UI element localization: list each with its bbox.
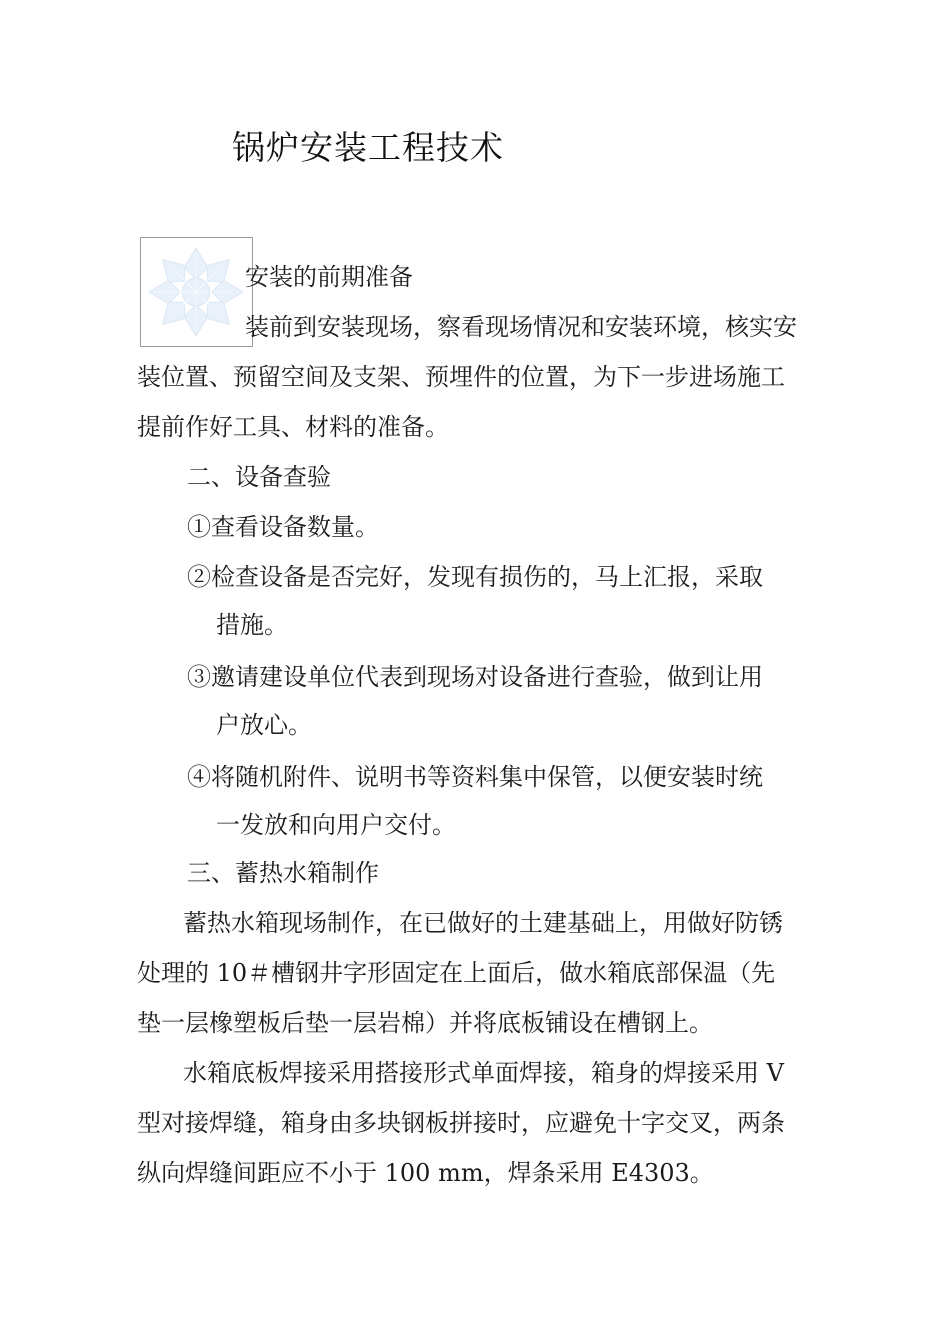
- list-item: ④将随机附件、说明书等资料集中保管，以便安装时统: [187, 763, 763, 791]
- list-item: ②检查设备是否完好，发现有损伤的，马上汇报，采取: [187, 563, 763, 591]
- paragraph-line: 装前到安装现场，察看现场情况和安装环境，核实安: [245, 313, 797, 341]
- list-item-continuation: 一发放和向用户交付。: [216, 811, 456, 839]
- paragraph-line: 型对接焊缝，箱身由多块钢板拼接时，应避免十字交叉，两条: [137, 1109, 785, 1137]
- paragraph-line: 提前作好工具、材料的准备。: [137, 413, 449, 441]
- section-heading-preparation: 安装的前期准备: [245, 263, 413, 291]
- section-heading-inspection: 二、设备查验: [187, 463, 331, 491]
- paragraph-line: 纵向焊缝间距应不小于 100 mm，焊条采用 E4303。: [137, 1159, 714, 1187]
- paragraph-line: 蓄热水箱现场制作，在已做好的土建基础上，用做好防锈: [183, 909, 783, 937]
- list-item: ①查看设备数量。: [187, 513, 379, 541]
- paragraph-line: 装位置、预留空间及支架、预埋件的位置，为下一步进场施工: [137, 363, 785, 391]
- document-title: 锅炉安装工程技术: [232, 128, 504, 167]
- list-item-continuation: 措施。: [216, 611, 288, 639]
- list-item-continuation: 户放心。: [216, 711, 312, 739]
- paragraph-line: 水箱底板焊接采用搭接形式单面焊接，箱身的焊接采用 V: [183, 1059, 784, 1087]
- paragraph-line: 处理的 10＃槽钢井字形固定在上面后，做水箱底部保温（先: [137, 959, 776, 987]
- watermark-logo: [140, 237, 253, 347]
- list-item: ③邀请建设单位代表到现场对设备进行查验，做到让用: [187, 663, 763, 691]
- snowflake-emblem-icon: [141, 238, 252, 346]
- section-heading-water-tank: 三、蓄热水箱制作: [187, 859, 379, 887]
- paragraph-line: 垫一层橡塑板后垫一层岩棉）并将底板铺设在槽钢上。: [137, 1009, 713, 1037]
